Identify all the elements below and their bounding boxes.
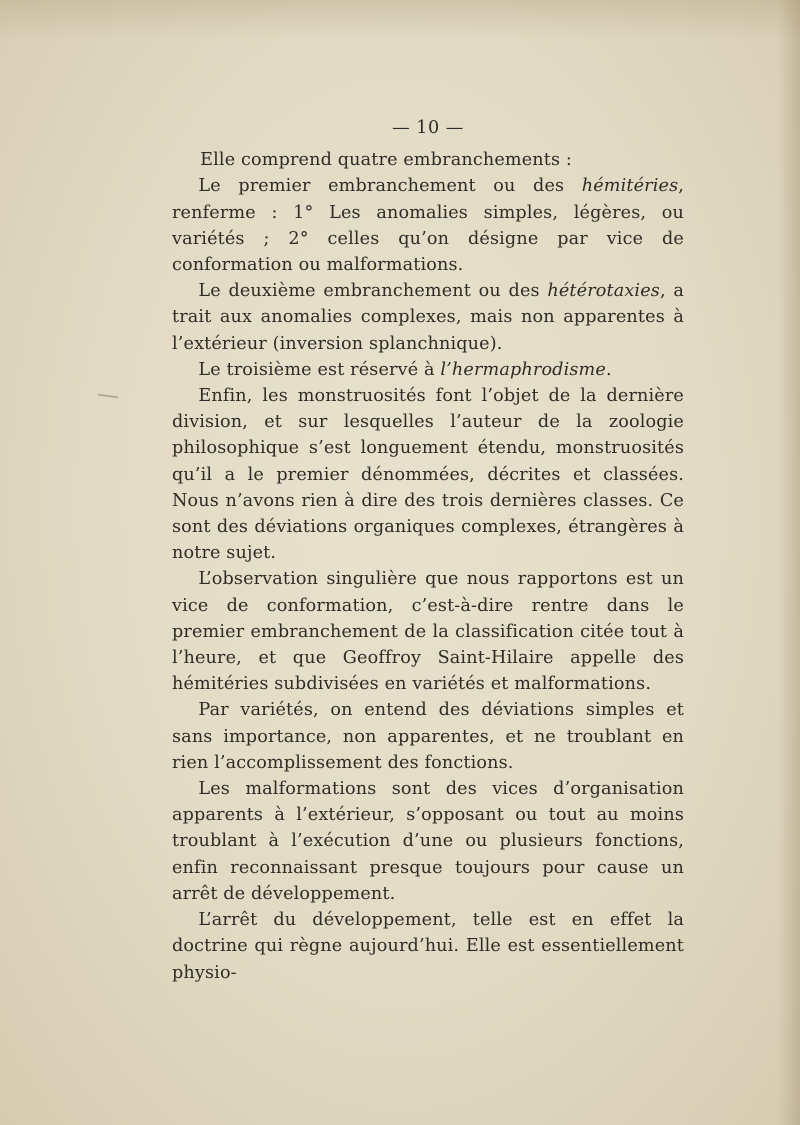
paper-mark [98,394,118,399]
paragraph [172,697,684,776]
text-segment: Par variétés, on entend des déviations simples et sans importance, non apparentes, et ne troublant en rien l’accomplissement des fonctions. [172,700,684,773]
text-segment: Le troisième est réservé à [198,359,441,380]
text-segment: . [605,359,612,380]
text-segment: Le deuxième embranchement ou des [198,281,548,302]
italic-term: hétérotaxies [547,281,660,302]
paragraph [172,357,684,383]
paragraph [172,278,684,357]
text-segment: Elle comprend quatre embranchements : [200,150,573,171]
text-body [172,115,684,986]
text-segment: Le premier embranchement ou des [198,176,582,197]
paragraph [172,566,684,697]
paragraph [172,173,684,278]
paragraph [172,907,684,986]
paragraph-list [172,147,684,986]
paragraph [172,776,684,907]
page-top-shading [0,0,800,40]
text-segment: L’observation singulière que nous rapportons est un vice de conformation, c’est-à-dire rentre dans le premier embranchement de la classification citée tout à l’heure, et que Geoffroy Saint-Hilaire appelle des hémitéries subdivisées en variétés et malformations. [172,569,684,695]
italic-term: l’hermaphrodisme [440,359,606,380]
italic-term: hémitéries [581,176,679,197]
text-segment: Enfin, les monstruosités font l’objet de la dernière division, et sur lesquelles l’auteur de la zoologie philosophique s’est longuement étendu, monstruosités qu’il a le premier dénommées, décrites et classées. Nous n’avons rien à dire des trois dernières classes. Ce sont des déviations organiques complexes, étrangères à notre sujet. [172,386,684,564]
text-segment: L’arrêt du développement, telle est en effet la doctrine qui règne aujourd’hui. Elle est essentiellement physio- [172,910,684,983]
paragraph [172,147,684,173]
text-segment: , a trait aux anomalies complexes, mais non apparentes à l’extérieur (inversion splanchnique). [172,281,684,354]
text-segment: , renferme : 1° Les anomalies simples, légères, ou variétés ; 2° celles qu’on désigne par vice de conformation ou malformations. [172,176,684,276]
paragraph [172,383,684,566]
text-segment: Les malformations sont des vices d’organisation apparents à l’extérieur, s’opposant ou tout au moins troublant à l’exécution d’une ou plusieurs fonctions, enfin reconnaissant presque toujours pour cause un arrêt de développement. [172,779,684,904]
page-number: — 10 — [392,118,464,138]
page-edge-shading [778,0,800,1125]
